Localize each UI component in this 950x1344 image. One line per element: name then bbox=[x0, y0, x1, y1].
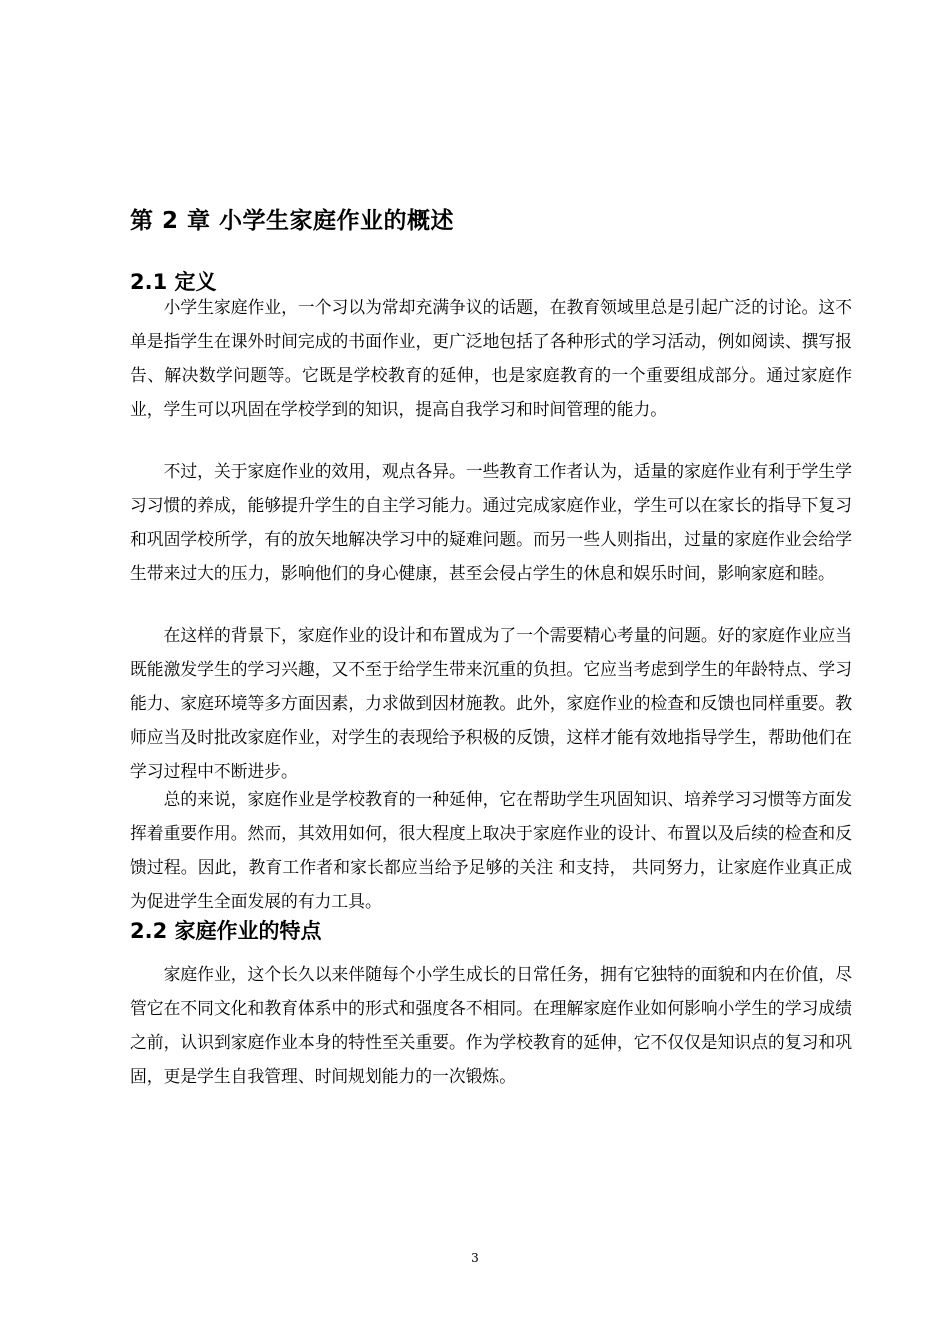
chapter-title: 第 2 章 小学生家庭作业的概述 bbox=[130, 208, 455, 234]
paragraph-definition-1: 小学生家庭作业，一个习以为常却充满争议的话题，在教育领域里总是引起广泛的讨论。这不单是指学生在课外时间完成的书面作业，更广泛地包括了各种形式的学习活动，例如阅读、撰写报告、解决数学问题等。它既是学校教育的延伸，也是家庭教育的一个重要组成部分。通过家庭作业，学生可以巩固在学校学到的知识，提高自我学习和时间管理的能力。 bbox=[130, 297, 852, 419]
page-number: 3 bbox=[471, 1251, 479, 1265]
section-heading-characteristics: 2.2 家庭作业的特点 bbox=[130, 919, 322, 943]
paragraph-characteristics-1: 家庭作业，这个长久以来伴随每个小学生成长的日常任务，拥有它独特的面貌和内在价值，尽管它在不同文化和教育体系中的形式和强度各不相同。在理解家庭作业如何影响小学生的学习成绩之前，认识到家庭作业本身的特性至关重要。作为学校教育的延伸，它不仅仅是知识点的复习和巩固，更是学生自我管理、时间规划能力的一次锻炼。 bbox=[130, 964, 852, 1086]
paragraph-definition-2: 不过，关于家庭作业的效用，观点各异。一些教育工作者认为，适量的家庭作业有利于学生学习习惯的养成，能够提升学生的自主学习能力。通过完成家庭作业，学生可以在家长的指导下复习和巩固学校所学，有的放矢地解决学习中的疑难问题。而另一些人则指出，过量的家庭作业会给学生带来过大的压力，影响他们的身心健康，甚至会侵占学生的休息和娱乐时间，影响家庭和睦。 bbox=[130, 461, 852, 583]
paragraph-definition-3: 在这样的背景下，家庭作业的设计和布置成为了一个需要精心考量的问题。好的家庭作业应当既能激发学生的学习兴趣，又不至于给学生带来沉重的负担。它应当考虑到学生的年龄特点、学习能力、家庭环境等多方面因素，力求做到因材施教。此外，家庭作业的检查和反馈也同样重要。教师应当及时批改家庭作业，对学生的表现给予积极的反馈，这样才能有效地指导学生，帮助他们在学习过程中不断进步。 bbox=[130, 625, 852, 781]
paragraph-definition-4: 总的来说，家庭作业是学校教育的一种延伸，它在帮助学生巩固知识、培养学习习惯等方面发挥着重要作用。然而，其效用如何，很大程度上取决于家庭作业的设计、布置以及后续的检查和反馈过程。因此，教育工作者和家长都应当给予足够的关注 和支持， 共同努力，让家庭作业真正成为促进学生全面发展的有力工具。 bbox=[130, 789, 852, 911]
section-heading-definition: 2.1 定义 bbox=[130, 270, 217, 294]
